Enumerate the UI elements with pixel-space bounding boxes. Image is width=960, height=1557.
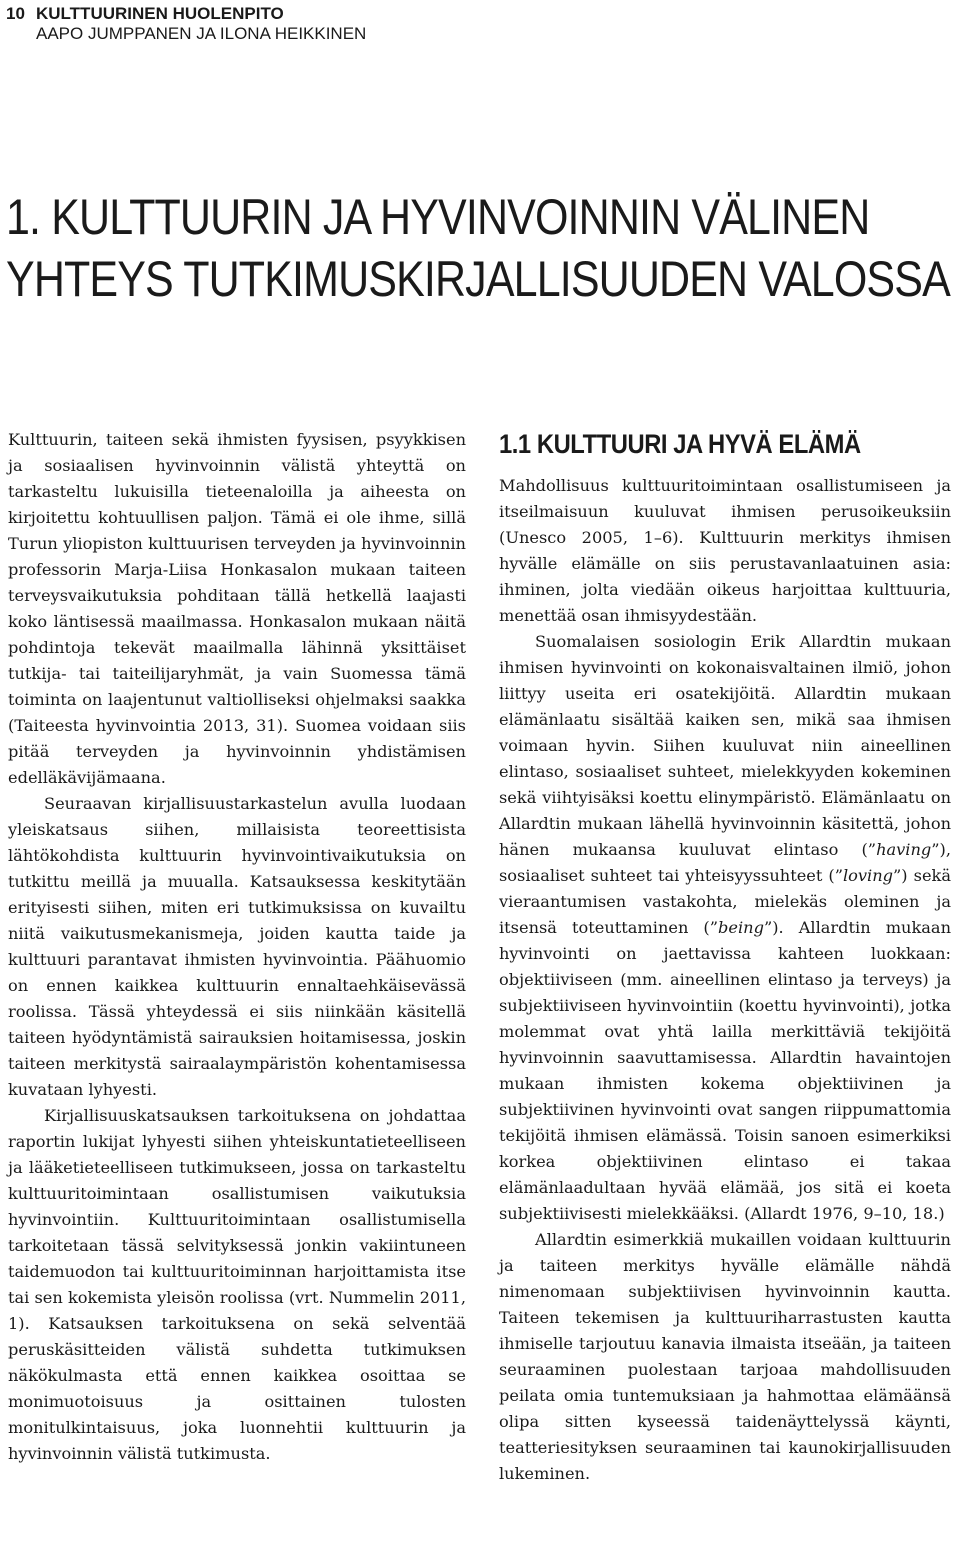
paragraph-text: ”) sekä vieraantumisen vastakohta, mielekäs oleminen ja itsensä toteuttaminen (”: [499, 866, 951, 937]
term-loving: loving: [842, 866, 894, 885]
page-number: 10: [6, 4, 25, 23]
paragraph-text: ”), sosiaaliset suhteet tai yhteisyyssuhteet (”: [499, 840, 951, 885]
body-paragraph-4: Mahdollisuus kulttuuritoimintaan osallistumiseen ja itseilmaisuun kuuluvat ihmisen perusoikeuksiin (Unesco 2005, 1–6). Kulttuurin merkitys ihmisen hyvälle elämälle on siis perustavanlaatuinen asia: ihminen, jolta viedään oikeus harjoittaa kulttuuria, menettää osan ihmisyydestään.: [499, 476, 951, 625]
term-being: being: [718, 918, 764, 937]
body-paragraph-2: Seuraavan kirjallisuustarkastelun avulla luodaan yleiskatsaus siihen, millaisista teoreettisista lähtökohdista kulttuurin hyvinvointivaikutuksia on tutkittu meillä ja muualla. Katsauksessa keskitytään erityisesti siihen, miten eri tutkimuksissa on kuvailtu niitä vaikutusmekanismeja, joiden kautta taide ja kulttuuri parantavat ihmisten hyvinvointia. Päähuomio on ennen kaikkea kulttuurin ennaltaehkäisevässä roolissa. Tässä yhteydessä ei siis niinkään käsitellä taiteen hyödyntämistä sairauksien hoitamisessa, joskin taiteen merkitystä sairaalaympäristön kohentamisessa kuvataan lyhyesti.: [8, 794, 466, 1099]
body-paragraph-6: Allardtin esimerkkiä mukaillen voidaan kulttuurin ja taiteen merkitys hyvälle elämälle nähdä nimenomaan subjektiivisen hyvinvoinnin kautta. Taiteen tekemisen ja kulttuuriharrastusten kautta ihmiselle tarjoutuu kanavia ilmaista itseään, ja taiteen seuraaminen puolestaan tarjoaa mahdollisuuden peilata omia tuntemuksiaan ja hahmottaa elämäänsä olipa sitten kyseessä taidenäyttelyssä käynti, teatteriesityksen seuraaminen tai kaunokirjallisuuden lukeminen.: [499, 1230, 951, 1483]
section-heading: 1.1 KULTTUURI JA HYVÄ ELÄMÄ: [499, 429, 861, 459]
paragraph-text: ”). Allardtin mukaan hyvinvointi on jaettavissa kahteen luokkaan: objektiiviseen (mm. aineellinen elintaso ja terveys) ja subjektiiviseen hyvinvointiin (koettu hyvinvointi), jotka molemmat ovat yhtä lailla merkittäviä tekijöitä hyvinvoinnin saavuttamisessa. Allardtin havaintojen mukaan ihmisten kokema objektiivinen ja subjektiivinen hyvinvointi ovat sangen riippumattomia tekijöitä ihmisen elämässä. Toisin sanoen esimerkiksi korkea objektiivinen elintaso ei takaa elämänlaadultaan hyvää elämää, jos sitä ei koeta subjektiivisesti mielekkääksi. (Allardt 1976, 9–10, 18.): [499, 918, 951, 1223]
body-paragraph-3: Kirjallisuuskatsauksen tarkoituksena on johdattaa raportin lukijat lyhyesti siihen yhteiskuntatieteelliseen ja lääketieteelliseen tutkimukseen, jossa on tarkasteltu kulttuuritoimintaan osallistumisen vaikutuksia hyvinvointiin. Kulttuuritoimintaan osallistumisella tarkoitetaan tässä selvityksessä jonkin vakiintuneen taidemuodon tai kulttuuritoiminnan harjoittamista itse tai sen kokemista yleisön roolissa (vrt. Nummelin 2011, 1). Katsauksen tarkoituksena on sekä selventää peruskäsitteiden välistä suhdetta tutkimuksen näkökulmasta että ennen kaikkea osoittaa se monimuotoisuus ja osittainen tulosten monitulkintaisuus, joka luonnehtii kulttuurin ja hyvinvoinnin välistä tutkimusta.: [8, 1106, 466, 1463]
body-paragraph-5: [499, 629, 951, 1227]
running-head-section: KULTTUURINEN HUOLENPITO: [36, 4, 284, 23]
right-column: [499, 427, 951, 1487]
term-having: having: [876, 840, 932, 859]
paragraph-text: Suomalaisen sosiologin Erik Allardtin mukaan ihmisen hyvinvointi on kokonaisvaltainen ilmiö, johon liittyy useita eri osatekijöitä. Allardtin mukaan elämänlaatu sisältää kaiken sen, mikä saa ihmisen voimaan hyvin. Siihen kuuluvat niin aineellinen elintaso, sosiaaliset suhteet, mielekkyyden kokeminen sekä viihtyisäksi koettu elinympäristö. Elämänlaatu on Allardtin mukaan lähellä hyvinvoinnin käsitettä, johon hänen mukaansa kuuluvat elintaso (”: [499, 632, 951, 859]
running-head-authors: AAPO JUMPPANEN JA ILONA HEIKKINEN: [36, 24, 367, 43]
chapter-title: 1. KULTTUURIN JA HYVINVOINNIN VÄLINEN YHTEYS TUTKIMUSKIRJALLISUUDEN VALOSSA: [6, 189, 950, 307]
left-column: [8, 427, 466, 1467]
body-paragraph-1: Kulttuurin, taiteen sekä ihmisten fyysisen, psyykkisen ja sosiaalisen hyvinvoinnin välistä yhteyttä on tarkasteltu lukuisilla tieteenaloilla ja aiheesta on kirjoitettu kohtuullisen paljon. Tämä ei ole ihme, sillä Turun yliopiston kulttuurisen terveyden ja hyvinvoinnin professorin Marja-Liisa Honkasalon mukaan taiteen terveysvaikutuksia pohditaan tällä hetkellä laajasti koko läntisessä maailmassa. Honkasalon mukaan näitä pohdintoja tekevät maailmalla lähinnä yksittäiset tutkija- tai taiteilijaryhmät, ja vain Suomessa tämä toiminta on laajentunut valtiolliseksi ohjelmaksi saakka (Taiteesta hyvinvointia 2013, 31). Suomea voidaan siis pitää terveyden ja hyvinvoinnin yhdistämisen edelläkävijämaana.: [8, 430, 466, 787]
running-head: [6, 4, 366, 44]
